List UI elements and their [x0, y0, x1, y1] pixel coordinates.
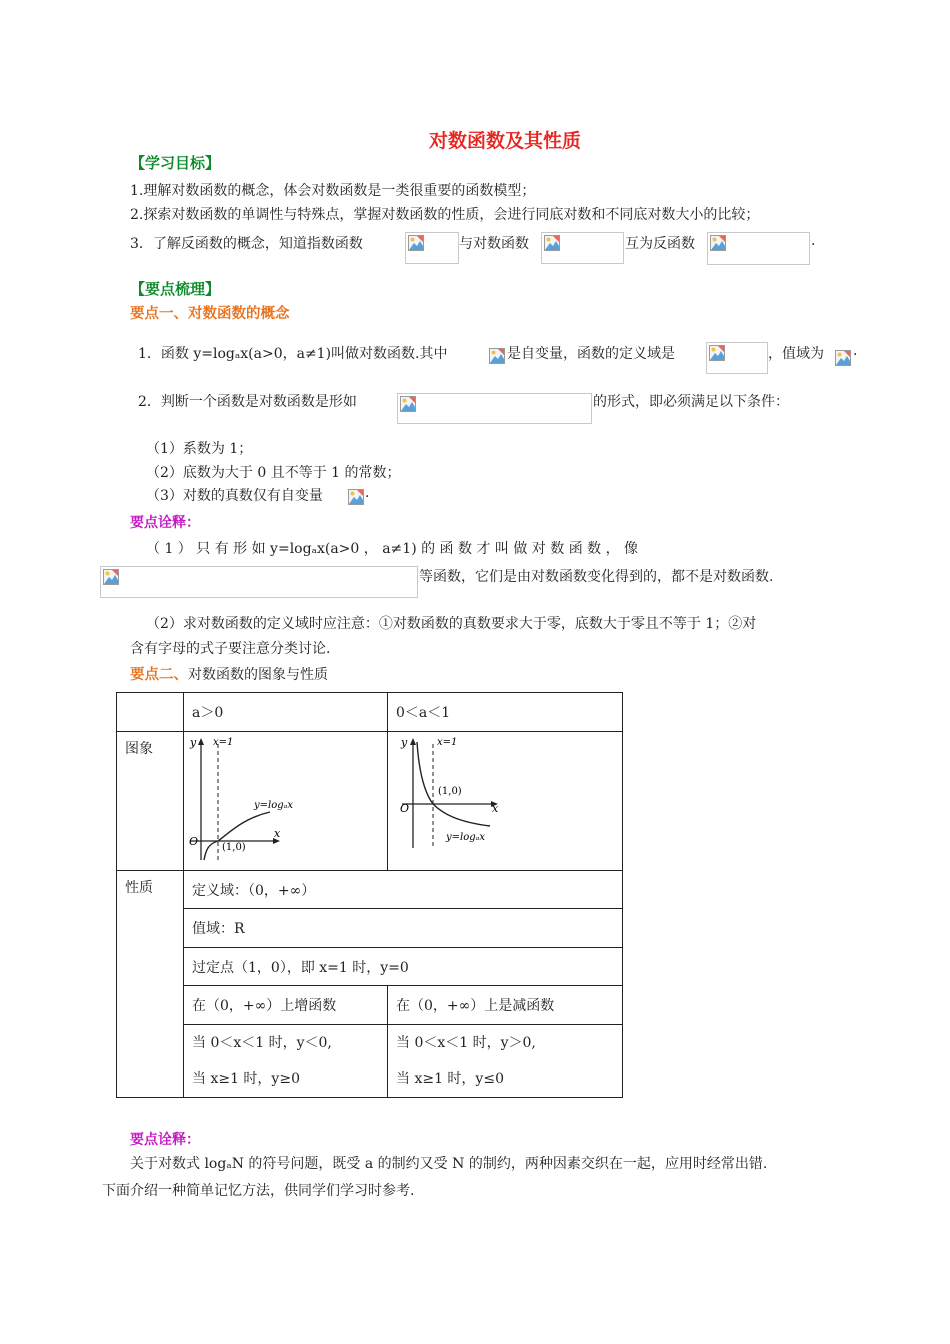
formula-image-var [348, 489, 364, 505]
graph1-vline-label: x=1 [213, 737, 234, 748]
table-corner-cell [117, 693, 184, 732]
props-row-label: 性质 [117, 871, 184, 1098]
graph1-origin-label: O [189, 835, 199, 848]
point-1-title: 要点一、对数函数的概念 [130, 305, 290, 322]
p2-text-a: 2．判断一个函数是对数函数是形如 [138, 394, 357, 410]
goal-item-3a: 3．了解反函数的概念，知道指数函数 [130, 236, 363, 252]
graph1-y-label: y [190, 736, 197, 749]
formula-image-logform [397, 393, 592, 424]
graph1-curve-label: y=logₐx [254, 800, 294, 811]
point-2-title [130, 663, 328, 684]
goals-heading: 【学习目标】 [130, 154, 221, 172]
goal-item-2: 2.探索对数函数的单调性与特殊点，掌握对数函数的性质，会进行同底对数和不同底对数大小的比较； [130, 207, 760, 223]
sign-b-line-1: 当 0＜x＜1 时，y＞0, [396, 1035, 536, 1051]
p1-text-c: ，值域为 [768, 346, 824, 362]
graph2-x-label: x [492, 802, 499, 815]
y-axis-arrow [410, 738, 416, 745]
review-heading: 【要点梳理】 [130, 280, 221, 298]
formula-image-inverse [707, 232, 810, 265]
graph-decreasing [388, 732, 622, 870]
page-title: 对数函数及其性质 [428, 130, 581, 152]
note-1-a: （ 1 ） 只 有 形 如 y=logₐx(a>0 ， a≠1) 的 函 数 才 叫 做 对 数 函 数 ， 像 [146, 541, 639, 557]
goal-item-3c: 互为反函数 [625, 236, 695, 252]
sign-a-line-2: 当 x≥1 时，y≥0 [192, 1071, 300, 1087]
graph2-origin-label: O [400, 802, 410, 815]
graph-cell-increasing [184, 732, 388, 871]
condition-1: （1）系数为 1； [146, 441, 253, 457]
formula-image-log [541, 232, 624, 264]
footer-line-1: 关于对数式 logₐN 的符号问题，既受 a 的制约又受 N 的制约，两种因素交织在一起，应用时经常出错. [130, 1156, 768, 1172]
condition-2: （2）底数为大于 0 且不等于 1 的常数； [146, 465, 401, 481]
graph1-x-label: x [274, 827, 281, 840]
condition-3a: （3）对数的真数仅有自变量 [146, 488, 323, 504]
sign-a-line-1: 当 0＜x＜1 时，y＜0, [192, 1035, 332, 1051]
condition-3b: . [365, 485, 370, 501]
point-2-text: 对数函数的图象与性质 [188, 667, 328, 683]
prop-domain: 定义域：（0，+∞） [184, 871, 623, 909]
broken-image-icon [348, 489, 364, 505]
log-curve-decreasing [417, 742, 490, 826]
formula-image-x [489, 348, 505, 364]
formula-image-range [835, 350, 851, 366]
formula-image-examples [100, 566, 418, 598]
goal-item-3d: . [811, 233, 816, 249]
graph1-point-label: (1,0) [222, 842, 246, 853]
graph2-point-label: (1,0) [438, 786, 462, 797]
p1-text-a: 1．函数 y=logₐx(a>0，a≠1)叫做对数函数.其中 [138, 346, 448, 362]
broken-image-icon [103, 569, 119, 585]
footer-note-label: 要点诠释： [130, 1132, 200, 1148]
p1-text-d: . [853, 343, 858, 359]
prop-decreasing: 在（0，+∞）上是减函数 [388, 986, 623, 1025]
graph2-y-label: y [401, 736, 408, 749]
p2-text-b: 的形式，即必须满足以下条件： [593, 394, 789, 410]
graph-increasing [184, 732, 387, 870]
broken-image-icon [710, 235, 726, 251]
graph2-curve-label: y=logₐx [446, 832, 486, 843]
goal-item-3b: 与对数函数 [459, 236, 529, 252]
broken-image-icon [835, 350, 851, 366]
prop-fixed-point: 过定点（1，0），即 x=1 时，y=0 [184, 948, 623, 986]
graph2-vline-label: x=1 [437, 737, 458, 748]
graph-row-label: 图象 [117, 732, 184, 871]
note-2-b: 含有字母的式子要注意分类讨论. [130, 641, 331, 657]
properties-table [116, 692, 623, 1098]
header-a-lt-1: 0＜a＜1 [388, 693, 623, 732]
formula-image-exponential [405, 232, 459, 264]
broken-image-icon [544, 235, 560, 251]
prop-increasing: 在（0，+∞）上增函数 [184, 986, 388, 1025]
note-label: 要点诠释： [130, 515, 200, 531]
sign-b-line-2: 当 x≥1 时，y≤0 [396, 1071, 504, 1087]
broken-image-icon [400, 396, 416, 412]
broken-image-icon [709, 345, 725, 361]
p1-text-b: 是自变量，函数的定义域是 [507, 346, 675, 362]
prop-range: 值域：R [184, 909, 623, 948]
prop-sign-b [388, 1025, 623, 1098]
broken-image-icon [408, 235, 424, 251]
point-2-label: 要点二、 [130, 666, 188, 683]
footer-line-2: 下面介绍一种简单记忆方法，供同学们学习时参考. [102, 1183, 415, 1199]
broken-image-icon [489, 348, 505, 364]
header-a-gt-0: a＞0 [184, 693, 388, 732]
note-1-b: 等函数，它们是由对数函数变化得到的，都不是对数函数. [419, 569, 774, 585]
note-2-a: （2）求对数函数的定义域时应注意：①对数函数的真数要求大于零，底数大于零且不等于 1；②对 [146, 616, 757, 632]
prop-sign-a [184, 1025, 388, 1098]
graph-cell-decreasing [388, 732, 623, 871]
goal-item-1: 1.理解对数函数的概念，体会对数函数是一类很重要的函数模型； [130, 183, 536, 199]
y-axis-arrow [198, 738, 204, 745]
formula-image-domain [706, 342, 768, 374]
